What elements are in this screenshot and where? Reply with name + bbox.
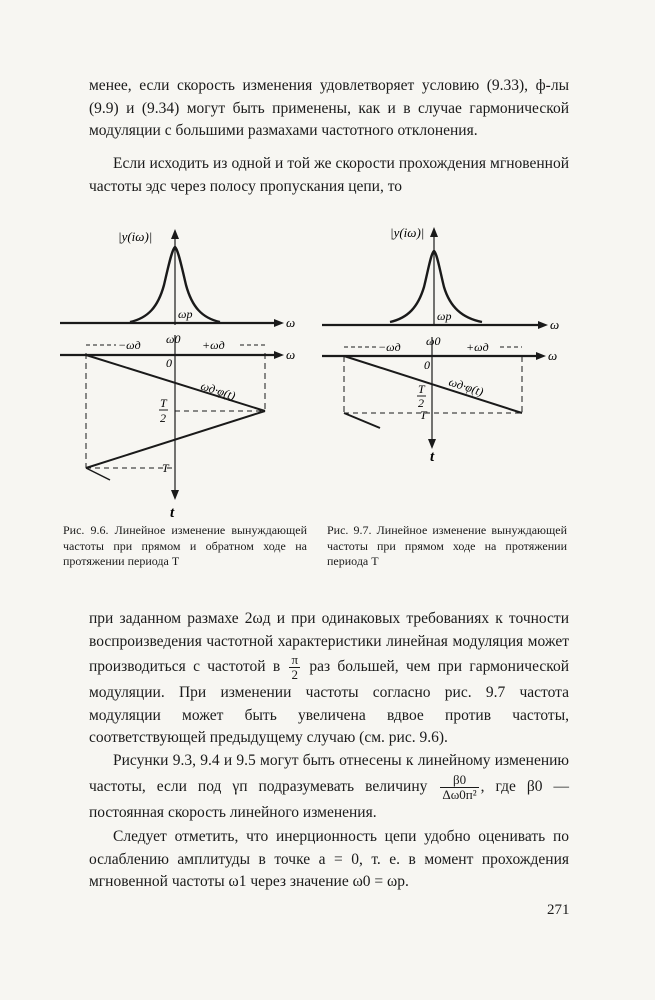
fig2-dev-plus: +ωд xyxy=(466,340,489,354)
fig2-period: T xyxy=(420,408,427,422)
paragraph-2: Если исходить из одной и той же скорости прохождения мгновенной частоты эдс через полосу пропускания цепи, то xyxy=(89,155,569,195)
fig1-omega-arrow xyxy=(274,319,284,327)
fig2-line-label: ωд·φ(t) xyxy=(447,374,486,399)
fig1-dev-minus: −ωд xyxy=(118,338,141,352)
fig1-period: T xyxy=(162,461,169,475)
figure-9-7 xyxy=(320,225,565,470)
frac-denominator: 2 xyxy=(291,667,298,682)
fig2-time-arrow xyxy=(428,439,436,449)
paragraph-1: менее, если скорость изменения удовлетворяет условию (9.33), ф-лы (9.9) и (9.34) могут быть применены, как и в случае гармонической модуляции с большими размахами частотного отклонения. xyxy=(89,77,569,139)
fig1-time-arrow xyxy=(171,490,179,500)
fig2-dev-minus: −ωд xyxy=(378,340,401,354)
fig2-forward-line xyxy=(344,356,522,413)
page-number: 271 xyxy=(547,902,570,918)
frac-denominator: Δω0п² xyxy=(442,786,477,802)
paragraph-4-part1: Рисунки 9.3, 9.4 и 9.5 могут быть отнесены к линейному изменению частоты, если под γп подразумевать величину xyxy=(89,752,569,795)
fig2-y-arrow xyxy=(430,227,438,237)
figure-9-6 xyxy=(60,225,305,521)
fig2-omega-label: ω xyxy=(550,317,560,332)
fig1-half-num: T xyxy=(160,396,167,410)
paragraph-3-part2: раз большей, чем при гармонической модуляции. При изменении частоты согласно рис. 9.7 частота модуляции может быть увеличена вдвое против частоты, соответствующей предыдущему случаю (см. рис. 9.6). xyxy=(89,658,570,746)
paragraph-5: Следует отметить, что инерционность цепи удобно оценивать по ослаблению амплитуды в точке a = 0, т. е. в момент прохождения мгновенной частоты ω1 через значение ω0 = ωр. xyxy=(89,828,569,890)
fig2-half-num: T xyxy=(418,382,425,396)
fig1-y-label: |y(iω)| xyxy=(118,229,153,244)
fig1-next-line xyxy=(86,468,110,480)
fig2-freq-arrow xyxy=(536,352,546,360)
fig1-omega-res: ωр xyxy=(178,307,193,321)
paragraph-4-part3: где β0 — постоянная скорость линейного изменения. xyxy=(89,777,570,821)
fig1-freq-omega: ω xyxy=(286,347,296,362)
fig1-time-label: t xyxy=(170,505,175,521)
paragraph-3 xyxy=(89,608,569,750)
fig2-y-label: |y(iω)| xyxy=(390,225,425,240)
fig1-line-label: ωд·φ(t) xyxy=(199,378,238,403)
paragraph-4-part2: , xyxy=(480,777,485,795)
fig1-omega-label: ω xyxy=(286,315,296,330)
fig2-omega0: ω0 xyxy=(426,334,441,348)
fig2-resonance-curve xyxy=(390,251,482,322)
fig2-zero: 0 xyxy=(424,358,430,372)
fig2-omega-arrow xyxy=(538,321,548,329)
frac-numerator: β0 xyxy=(440,773,478,788)
fig1-half-den: 2 xyxy=(160,411,166,425)
paragraph-3-part1: при заданном размахе 2ωд и при одинаковых требованиях к точности воспроизведения частотной характеристики линейная модуляция может производиться с частотой в xyxy=(89,610,569,676)
fig1-omega0: ω0 xyxy=(166,332,181,346)
figure-9-6-caption: Рис. 9.6. Линейное изменение вынуждающей частоты при прямом и обратном ходе на протяжении периода T xyxy=(63,523,307,568)
fig1-dev-plus: +ωд xyxy=(202,338,225,352)
figure-9-7-caption: Рис. 9.7. Линейное изменение вынуждающей частоты при прямом ходе на протяжении периода T xyxy=(327,523,567,568)
fig1-freq-arrow xyxy=(274,351,284,359)
fig2-half-den: 2 xyxy=(418,396,424,410)
frac-numerator: π xyxy=(291,652,299,667)
fig2-freq-omega: ω xyxy=(548,348,558,363)
fig1-y-arrow xyxy=(171,229,179,239)
pi-over-2-fraction xyxy=(289,653,300,682)
beta-fraction xyxy=(440,773,478,802)
fig2-next-line xyxy=(344,413,380,428)
fig2-omega-res: ωр xyxy=(437,309,452,323)
fig2-time-label: t xyxy=(430,449,435,465)
fig1-zero: 0 xyxy=(166,356,172,370)
paragraph-4 xyxy=(89,750,569,824)
